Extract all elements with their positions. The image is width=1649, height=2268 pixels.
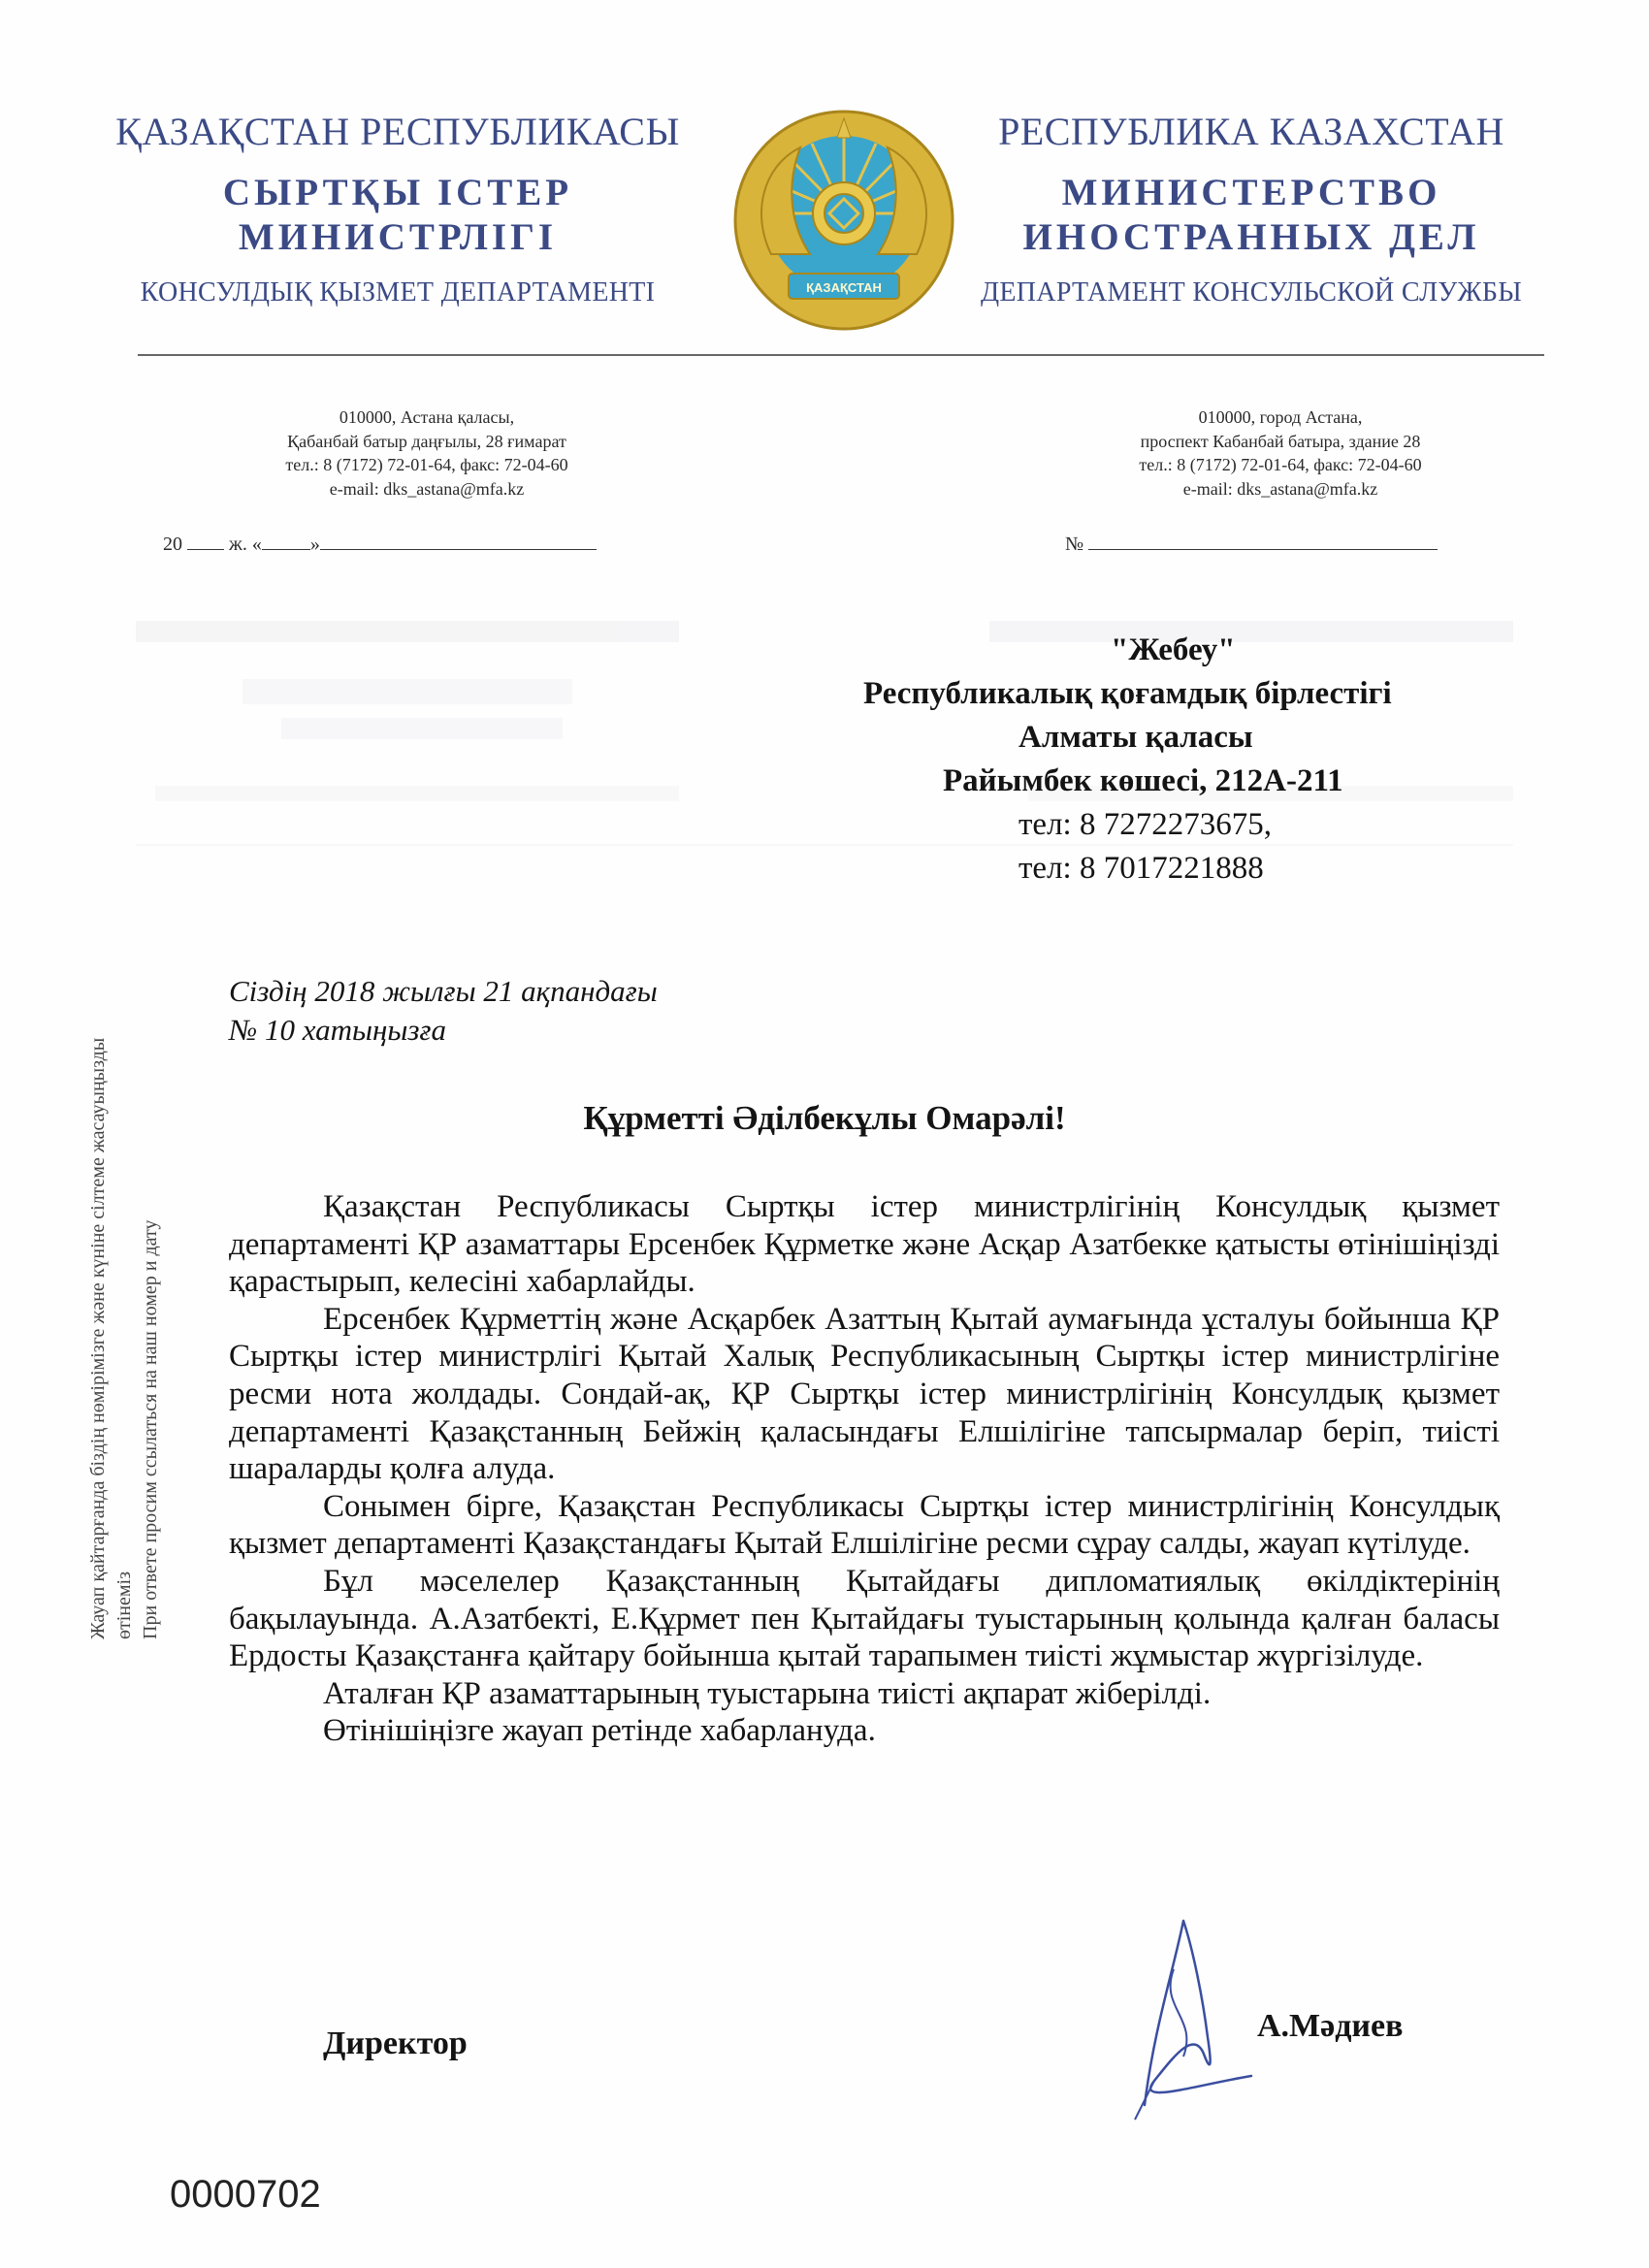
date-middle: ж. « (229, 534, 262, 555)
ministry-kz-line2: МИНИСТРЛІГІ (238, 216, 558, 258)
body-paragraph: Сонымен бірге, Қазақстан Республикасы Сыртқы істер министрлігінің Консулдық қызмет департаменті Қазақстандағы Қытай Елшілігіне ресми сұрау салды, жауап күтілуде. (229, 1488, 1500, 1562)
ministry-ru-line2: ИНОСТРАННЫХ ДЕЛ (1022, 216, 1480, 258)
day-blank (262, 532, 310, 550)
date-quote: » (309, 534, 320, 555)
reference-block (229, 972, 658, 1050)
address-ru-line: e-mail: dks_astana@mfa.kz (1182, 478, 1378, 499)
address-kz-line: 010000, Астана қаласы, (339, 407, 515, 427)
ministry-ru-line1: МИНИСТЕРСТВО (1061, 172, 1441, 213)
handwritten-signature-icon (1116, 1911, 1271, 2134)
recipient-phone: тел: 8 7272273675, (1018, 807, 1272, 842)
recipient-city: Алматы қаласы (1018, 720, 1253, 755)
letterhead-ministry-ru (951, 171, 1552, 260)
address-ru-line: 010000, город Астана, (1198, 407, 1363, 427)
recipient-org-type: Республикалық қоғамдық бірлестігі (863, 676, 1392, 711)
number-blank (1088, 532, 1438, 550)
side-note-line1: Жауап қайтарғанда біздің нөмірімізге және күніне сілтеме жасауыңызды өтінеміз (87, 1037, 135, 1639)
letterhead-ministry-kz (97, 171, 698, 260)
body-paragraph: Ерсенбек Құрметтің және Асқарбек Азаттың Қытай аумағында ұсталуы бойынша ҚР Сыртқы істер министрлігі Қытай Халық Республикасының Сыртқы істер министрлігіне ресми нота жолдады. Сондай-ақ, ҚР Сыртқы істер министрлігінің Консулдық қызмет департаменті Қазақстанның Бейжің қаласындағы Елшілігіне тапсырмалар беріп, тиісті шараларды қолға алуда. (229, 1301, 1500, 1487)
body-paragraph: Бұл мәселелер Қазақстанның Қытайдағы дипломатиялық өкілдіктерінің бақылауында. А.Азатбекті, Е.Құрмет пен Қытайдағы туыстарының қолында қалған баласы Ердосты Қазақстанға қайтару бойынша қытай тарапымен тиісті жұмыстар жүргізілуде. (229, 1563, 1500, 1674)
address-kz-line: e-mail: dks_astana@mfa.kz (329, 478, 525, 499)
letterhead-country-ru: РЕСПУБЛИКА КАЗАХСТАН (998, 110, 1504, 153)
date-prefix: 20 (163, 534, 182, 555)
ministry-kz-line1: СЫРТҚЫ ІСТЕР (222, 172, 573, 213)
year-blank (187, 532, 224, 550)
address-ru-line: тел.: 8 (7172) 72-01-64, факс: 72-04-60 (1139, 455, 1422, 474)
body-paragraph: Өтінішіңізге жауап ретінде хабарлануда. (323, 1713, 876, 1749)
date-line (163, 532, 597, 556)
address-ru-line: проспект Кабанбай батыра, здание 28 (1140, 431, 1421, 451)
reference-date: Сіздің 2018 жылғы 21 ақпандағы (229, 974, 658, 1008)
recipient-block (795, 629, 1630, 891)
signatory-title: Директор (323, 2025, 468, 2061)
address-kz (194, 405, 660, 501)
side-note-line2: При ответе просим ссылаться на наш номер и дату (140, 1219, 161, 1639)
side-reference-note (85, 980, 164, 1639)
emblem-label: ҚАЗАҚСТАН (806, 280, 882, 295)
letterhead-divider (138, 354, 1544, 356)
body-paragraph: Қазақстан Республикасы Сыртқы істер министрлігінің Консулдық қызмет департаменті ҚР азаматтары Ерсенбек Құрметке және Асқар Азатбекке қатысты өтінішіңізді қарастырып, келесіні хабарлайды. (229, 1189, 1500, 1300)
address-ru (1048, 405, 1513, 501)
recipient-phone: тел: 8 7017221888 (1018, 851, 1264, 886)
recipient-street: Райымбек көшесі, 212А-211 (943, 763, 1343, 798)
letterhead-department-kz: КОНСУЛДЫҚ ҚЫЗМЕТ ДЕПАРТАМЕНТІ (140, 277, 656, 308)
number-line (1065, 532, 1438, 556)
recipient-org-name: "Жебеу" (1111, 632, 1236, 667)
letterhead-country-kz: ҚАЗАҚСТАН РЕСПУБЛИКАСЫ (115, 110, 680, 153)
salutation: Құрметті Әділбекұлы Омарәлі! (583, 1099, 1066, 1137)
signatory-name: А.Мәдиев (1257, 2008, 1404, 2044)
document-number: 0000702 (170, 2173, 321, 2216)
letter-body (229, 1188, 1500, 1750)
letterhead-department-ru: ДЕПАРТАМЕНТ КОНСУЛЬСКОЙ СЛУЖБЫ (980, 277, 1523, 308)
address-kz-line: тел.: 8 (7172) 72-01-64, факс: 72-04-60 (285, 455, 568, 474)
number-prefix: № (1065, 534, 1084, 555)
reference-number: № 10 хатыңызға (229, 1013, 447, 1047)
address-kz-line: Қабанбай батыр даңғылы, 28 ғимарат (287, 431, 566, 451)
state-emblem-icon (732, 109, 955, 332)
month-blank (320, 532, 597, 550)
body-paragraph: Аталған ҚР азаматтарының туыстарына тиісті ақпарат жіберілді. (323, 1675, 1212, 1711)
